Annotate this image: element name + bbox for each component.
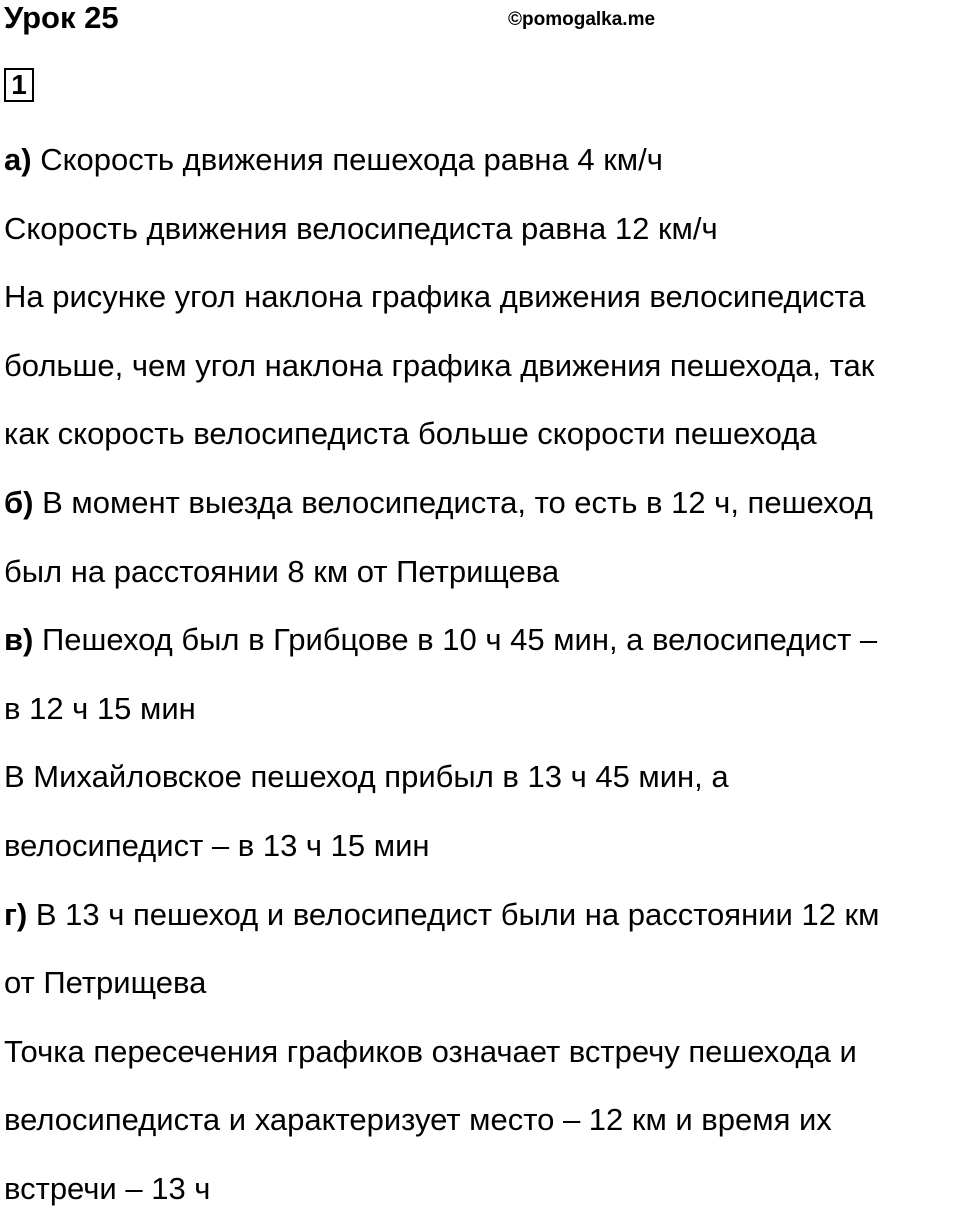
text-line <box>4 743 960 812</box>
text-line <box>4 195 960 264</box>
text-line <box>4 263 960 332</box>
line-text: больше, чем угол наклона графика движения пешехода, так <box>4 347 875 383</box>
page-header <box>0 0 960 40</box>
text-line <box>4 1086 960 1155</box>
text-line <box>4 1018 960 1087</box>
line-text: как скорость велосипедиста больше скорости пешехода <box>4 416 817 452</box>
text-line <box>4 812 960 881</box>
answer-text <box>4 126 960 1224</box>
line-text: был на расстоянии 8 км от Петрищева <box>4 553 560 589</box>
text-line <box>4 126 960 195</box>
lesson-title: Урок 25 <box>4 0 119 35</box>
line-text: Скорость движения велосипедиста равна 12 км/ч <box>4 210 718 246</box>
line-text: встречи – 13 ч <box>4 1170 211 1206</box>
line-text: В 13 ч пешеход и велосипедист были на расстоянии 12 км <box>27 896 880 932</box>
line-text: велосипедиста и характеризует место – 12 км и время их <box>4 1102 832 1138</box>
part-label: а) <box>4 142 32 177</box>
line-text: На рисунке угол наклона графика движения велосипедиста <box>4 279 866 315</box>
text-line <box>4 538 960 607</box>
text-line <box>4 675 960 744</box>
line-text: Пешеход был в Грибцове в 10 ч 45 мин, а велосипедист – <box>33 622 878 658</box>
part-label: б) <box>4 484 34 520</box>
watermark-text: ©pomogalka.me <box>508 9 656 30</box>
task-number-box: 1 <box>4 68 34 102</box>
line-text: в 12 ч 15 мин <box>4 690 196 726</box>
text-line <box>4 1155 960 1224</box>
part-label: в) <box>4 622 34 658</box>
line-text: от Петрищева <box>4 965 207 1001</box>
line-text: В Михайловское пешеход прибыл в 13 ч 45 мин, а <box>4 759 729 795</box>
text-line <box>4 881 960 950</box>
line-text: Скорость движения пешехода равна 4 км/ч <box>31 142 663 177</box>
text-line <box>4 606 960 675</box>
text-line <box>4 949 960 1018</box>
text-line <box>4 400 960 469</box>
line-text: велосипедист – в 13 ч 15 мин <box>4 827 430 863</box>
text-line <box>4 332 960 401</box>
text-line <box>4 469 960 538</box>
line-text: Точка пересечения графиков означает встречу пешехода и <box>4 1033 857 1069</box>
part-label: г) <box>4 896 28 932</box>
line-text: В момент выезда велосипедиста, то есть в 12 ч, пешеход <box>33 484 873 520</box>
